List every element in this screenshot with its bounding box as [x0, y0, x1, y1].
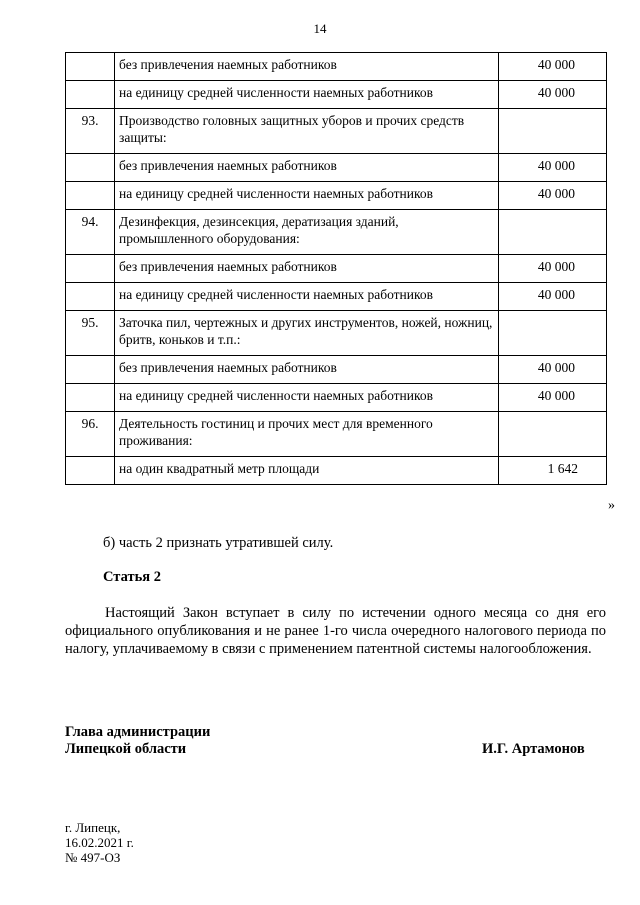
row-description-cell: без привлечения наемных работников: [115, 255, 499, 283]
row-value-cell: 1 642: [499, 457, 607, 485]
row-value-cell: 40 000: [499, 255, 607, 283]
table-row: [66, 457, 607, 485]
table-row: [66, 283, 607, 311]
table-row: [66, 356, 607, 384]
row-number-cell: [66, 255, 115, 283]
row-value-cell: 40 000: [499, 356, 607, 384]
row-value-cell: [499, 412, 607, 457]
table-row: [66, 255, 607, 283]
row-value-cell: 40 000: [499, 53, 607, 81]
row-value-cell: 40 000: [499, 154, 607, 182]
table-row: [66, 154, 607, 182]
row-value-cell: [499, 109, 607, 154]
row-number-cell: [66, 154, 115, 182]
row-description-cell: на единицу средней численности наемных работников: [115, 182, 499, 210]
row-number-cell: 95.: [66, 311, 115, 356]
signature-name: И.Г. Артамонов: [482, 741, 585, 757]
page-number: 14: [313, 21, 327, 36]
row-number-cell: [66, 81, 115, 109]
footer-city: г. Липецк,: [65, 820, 121, 835]
row-number-cell: [66, 356, 115, 384]
table-body: [66, 53, 607, 485]
row-description-cell: без привлечения наемных работников: [115, 53, 499, 81]
row-number-cell: 96.: [66, 412, 115, 457]
row-description-cell: без привлечения наемных работников: [115, 154, 499, 182]
article-text: Настоящий Закон вступает в силу по истечении одного месяца со дня его официального опубликования и не ранее 1-го числа очередного налогового периода по налогу, уплачиваемому в связи с применением патентной системы налогообложения.: [65, 605, 606, 657]
row-value-cell: [499, 210, 607, 255]
row-value-cell: 40 000: [499, 81, 607, 109]
table-row: [66, 182, 607, 210]
row-value-cell: 40 000: [499, 283, 607, 311]
signature-title-line-2: Липецкой области: [65, 741, 187, 757]
footer-number: № 497-ОЗ: [65, 850, 121, 865]
row-description-cell: Деятельность гостиниц и прочих мест для временного проживания:: [115, 412, 499, 457]
row-description-cell: на единицу средней численности наемных работников: [115, 283, 499, 311]
row-description-cell: на единицу средней численности наемных работников: [115, 384, 499, 412]
table-row: [66, 384, 607, 412]
row-number-cell: [66, 384, 115, 412]
row-description-cell: на один квадратный метр площади: [115, 457, 499, 485]
row-number-cell: [66, 53, 115, 81]
row-description-cell: Производство головных защитных уборов и прочих средств защиты:: [115, 109, 499, 154]
row-number-cell: [66, 457, 115, 485]
table-row: [66, 311, 607, 356]
table-row: [66, 210, 607, 255]
clause-b: б) часть 2 признать утратившей силу.: [103, 535, 334, 551]
row-description-cell: без привлечения наемных работников: [115, 356, 499, 384]
table-row: [66, 412, 607, 457]
footer-date: 16.02.2021 г.: [65, 835, 134, 850]
signature-title-line-1: Глава администрации: [65, 724, 211, 740]
row-value-cell: [499, 311, 607, 356]
row-value-cell: 40 000: [499, 384, 607, 412]
row-number-cell: 94.: [66, 210, 115, 255]
signature-title: [65, 724, 210, 758]
row-value-cell: 40 000: [499, 182, 607, 210]
row-number-cell: 93.: [66, 109, 115, 154]
tax-rates-table: [65, 52, 607, 485]
document-footer: [65, 820, 134, 865]
table-row: [66, 53, 607, 81]
table-row: [66, 109, 607, 154]
row-number-cell: [66, 182, 115, 210]
row-description-cell: на единицу средней численности наемных работников: [115, 81, 499, 109]
row-description-cell: Дезинфекция, дезинсекция, дератизация зданий, промышленного оборудования:: [115, 210, 499, 255]
article-heading: Статья 2: [103, 569, 161, 585]
row-description-cell: Заточка пил, чертежных и других инструментов, ножей, ножниц, бритв, коньков и т.п.:: [115, 311, 499, 356]
row-number-cell: [66, 283, 115, 311]
closing-quote: »: [608, 498, 615, 513]
table-row: [66, 81, 607, 109]
